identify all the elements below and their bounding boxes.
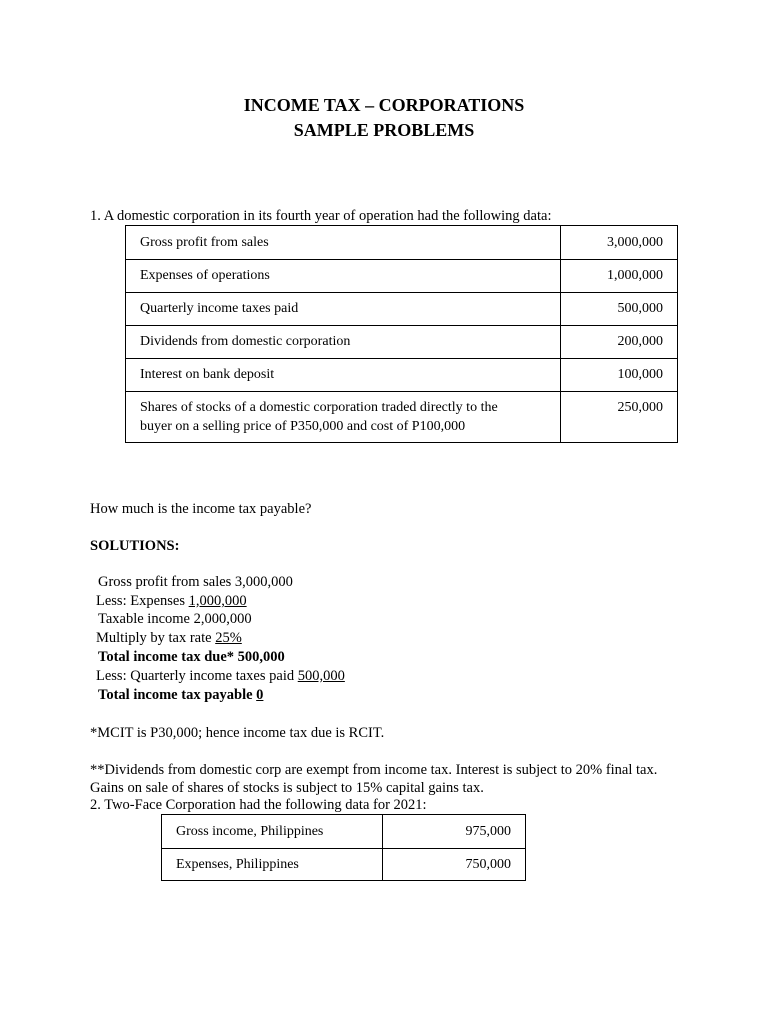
row-value: 750,000 xyxy=(383,849,526,881)
row-label: Gross income, Philippines xyxy=(162,815,383,849)
problem2-intro: 2. Two-Face Corporation had the following data for 2021: xyxy=(90,797,427,813)
solutions-heading: SOLUTIONS: xyxy=(90,538,180,554)
table-row xyxy=(162,815,526,849)
row-label: Gross profit from sales xyxy=(126,226,561,260)
problem1-question: How much is the income tax payable? xyxy=(90,501,312,517)
solution-total-due: Total income tax due* 500,000 xyxy=(98,649,285,665)
solution-multiply xyxy=(96,629,242,647)
solution-label: Less: Expenses xyxy=(96,593,189,609)
solution-total-payable xyxy=(98,686,263,704)
row-value: 200,000 xyxy=(561,326,678,359)
table-row xyxy=(126,326,678,359)
solution-label: Multiply by tax rate xyxy=(96,630,216,646)
problem2-data-table xyxy=(161,814,526,881)
document-title: INCOME TAX – CORPORATIONS xyxy=(243,95,525,115)
table-row xyxy=(126,226,678,260)
row-label xyxy=(126,392,561,443)
row-value: 1,000,000 xyxy=(561,260,678,293)
row-label: Quarterly income taxes paid xyxy=(126,293,561,326)
footnote-dividends: **Dividends from domestic corp are exempt from income tax. Interest is subject to 20% final tax. xyxy=(90,762,658,778)
row-label-line: buyer on a selling price of P350,000 and cost of P100,000 xyxy=(140,419,466,434)
row-label: Interest on bank deposit xyxy=(126,359,561,392)
row-value: 3,000,000 xyxy=(561,226,678,260)
solution-value: 500,000 xyxy=(297,668,345,684)
table-row xyxy=(126,392,678,443)
table-row xyxy=(126,293,678,326)
problem1-data-table xyxy=(125,225,678,443)
footnote-capital-gains: Gains on sale of shares of stocks is subject to 15% capital gains tax. xyxy=(90,780,484,796)
row-value: 975,000 xyxy=(383,815,526,849)
problem1-intro: 1. A domestic corporation in its fourth year of operation had the following data: xyxy=(90,208,552,224)
row-value: 100,000 xyxy=(561,359,678,392)
row-label: Expenses of operations xyxy=(126,260,561,293)
solution-gross-profit: Gross profit from sales 3,000,000 xyxy=(98,574,293,590)
row-label: Dividends from domestic corporation xyxy=(126,326,561,359)
solution-value: 25% xyxy=(215,630,242,646)
solution-taxable-income: Taxable income 2,000,000 xyxy=(98,611,252,627)
solution-value: 0 xyxy=(256,687,264,703)
row-label-line: Shares of stocks of a domestic corporation traded directly to the xyxy=(140,400,498,415)
table-row xyxy=(126,260,678,293)
solution-less-expenses xyxy=(96,592,247,610)
document-subtitle: SAMPLE PROBLEMS xyxy=(293,120,475,140)
row-value: 500,000 xyxy=(561,293,678,326)
row-label: Expenses, Philippines xyxy=(162,849,383,881)
table-row xyxy=(126,359,678,392)
row-value: 250,000 xyxy=(561,392,678,443)
table-row xyxy=(162,849,526,881)
solution-label: Less: Quarterly income taxes paid xyxy=(96,668,298,684)
solution-value: 1,000,000 xyxy=(188,593,247,609)
solution-label: Total income tax payable xyxy=(98,687,257,703)
footnote-mcit: *MCIT is P30,000; hence income tax due is RCIT. xyxy=(90,725,385,741)
solution-less-quarterly xyxy=(96,667,345,685)
